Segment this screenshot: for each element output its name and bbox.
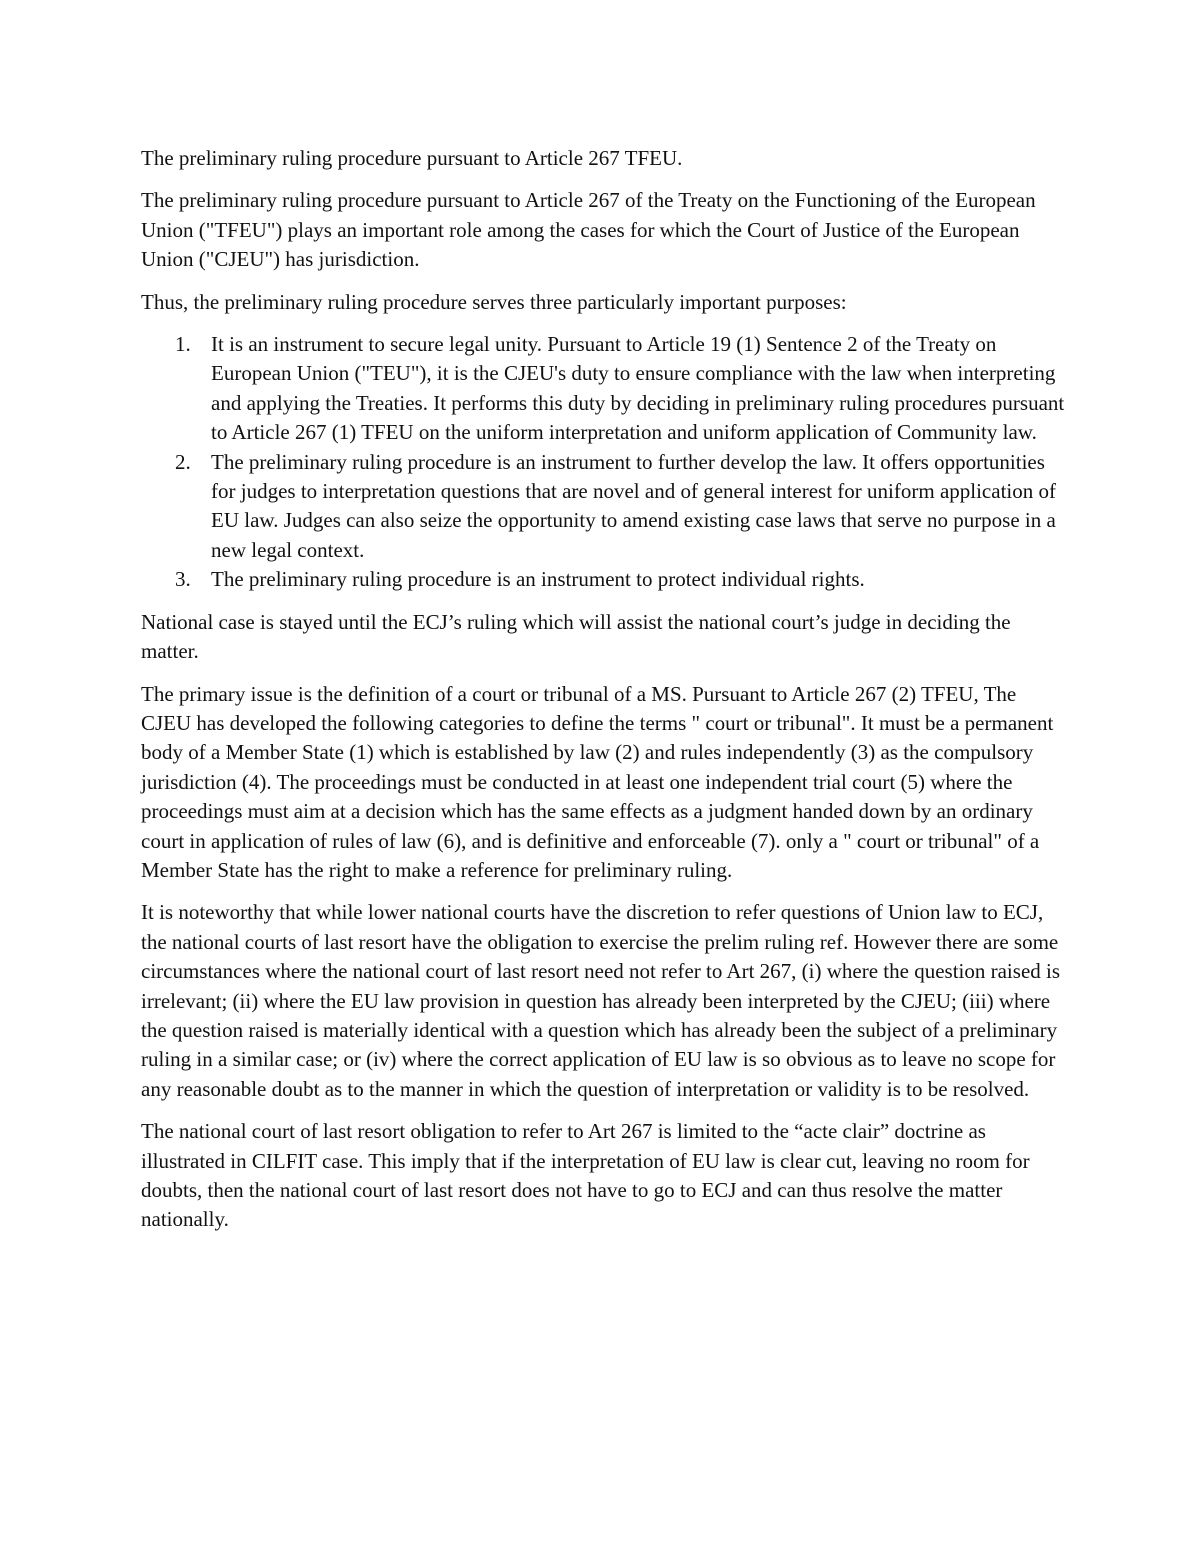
list-item (175, 448, 1066, 566)
primary-issue-paragraph: The primary issue is the definition of a court or tribunal of a MS. Pursuant to Article 267 (2) TFEU, The CJEU has developed the following categories to define the terms " court or tribunal". It must be a permanent body of a Member State (1) which is established by law (2) and rules independently (3) as the compulsory jurisdiction (4). The proceedings must be conducted in at least one independent trial court (5) where the proceedings must aim at a decision which has the same effects as a judgment handed down by an ordinary court in application of rules of law (6), and is definitive and enforceable (7). only a " court or tribunal" of a Member State has the right to make a reference for preliminary ruling. (141, 681, 1054, 882)
noteworthy-paragraph: It is noteworthy that while lower national courts have the discretion to refer questions of Union law to ECJ, the national courts of last resort have the obligation to exercise the prelim ruling ref. However there are some circumstances where the national court of last resort need not refer to Art 267, (i) where the question raised is irrelevant; (ii) where the EU law provision in question has already been interpreted by the CJEU; (iii) where the question raised is materially identical with a question which has already been the subject of a preliminary ruling in a similar case; or (iv) where the correct application of EU law is so obvious as to leave no scope for any reasonable doubt as to the manner in which the question of interpretation or validity is to be resolved. (141, 900, 1061, 1101)
list-item-number: 2. (175, 449, 191, 474)
list-item-text: The preliminary ruling procedure is an instrument to protect individual rights. (211, 567, 865, 592)
national-case-paragraph: National case is stayed until the ECJ’s ruling which will assist the national court’s judge in deciding the matter. (141, 609, 1011, 664)
purposes-lead-paragraph: Thus, the preliminary ruling procedure serves three particularly important purposes: (141, 289, 847, 314)
list-item-text: It is an instrument to secure legal unity. Pursuant to Article 19 (1) Sentence 2 of the Treaty on European Union ("TEU"), it is the CJEU's duty to ensure compliance with the law when interpreting and applying the Treaties. It performs this duty by deciding in preliminary ruling procedures pursuant to Article 267 (1) TFEU on the uniform interpretation and uniform application of Community law. (211, 332, 1065, 445)
list-item-text: The preliminary ruling procedure is an instrument to further develop the law. It offers opportunities for judges to interpretation questions that are novel and of general interest for uniform application of EU law. Judges can also seize the opportunity to amend existing case laws that serve no purpose in a new legal context. (211, 449, 1056, 562)
intro-paragraph: The preliminary ruling procedure pursuant to Article 267 of the Treaty on the Functioning of the European Union ("TFEU") plays an important role among the cases for which the Court of Justice of the European Union ("CJEU") has jurisdiction. (141, 188, 1036, 272)
list-item-number: 3. (175, 567, 191, 592)
acte-clair-paragraph: The national court of last resort obligation to refer to Art 267 is limited to the “acte clair” doctrine as illustrated in CILFIT case. This imply that if the interpretation of EU law is clear cut, leaving no room for doubts, then the national court of last resort does not have to go to ECJ and can thus resolve the matter nationally. (141, 1119, 1030, 1232)
document-title: The preliminary ruling procedure pursuant to Article 267 TFEU. (141, 146, 683, 170)
list-item (175, 330, 1066, 448)
document-page (141, 144, 1066, 1248)
list-item-number: 1. (175, 332, 191, 357)
list-item (175, 565, 1066, 594)
purposes-list (141, 330, 1066, 595)
